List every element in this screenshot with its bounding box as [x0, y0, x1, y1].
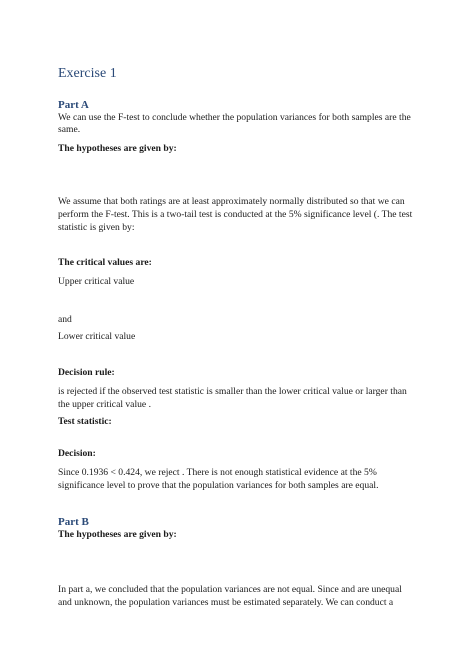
- and-text: and: [58, 314, 72, 325]
- decision-line-2: significance level to prove that the population variances for both samples are equal.: [58, 480, 379, 491]
- part-a-intro-line-2: same.: [58, 124, 81, 135]
- lower-critical-value: Lower critical value: [58, 331, 136, 342]
- part-a-assume-line-2: perform the F-test. This is a two-tail test is conducted at the 5% significance level (. The test: [58, 209, 413, 220]
- part-b-hypotheses-label: The hypotheses are given by:: [58, 529, 177, 540]
- part-b-para-line-2: and unknown, the population variances must be estimated separately. We can conduct a: [58, 597, 394, 608]
- part-a-intro-line-1: We can use the F-test to conclude whether the population variances for both samples are the: [58, 112, 411, 123]
- part-b-para-line-1: In part a, we concluded that the population variances are not equal. Since and are unequal: [58, 584, 402, 595]
- decision-line-1: Since 0.1936 < 0.424, we reject . There is not enough statistical evidence at the 5%: [58, 467, 377, 478]
- decision-label: Decision:: [58, 448, 96, 459]
- part-a-assume-line-3: statistic is given by:: [58, 222, 135, 233]
- part-a-hypotheses-label: The hypotheses are given by:: [58, 143, 177, 154]
- exercise-title: Exercise 1: [58, 66, 117, 81]
- decision-rule-line-1: is rejected if the observed test statistic is smaller than the lower critical value or larger than: [58, 386, 407, 397]
- upper-critical-value: Upper critical value: [58, 276, 135, 287]
- part-a-heading: Part A: [58, 99, 89, 111]
- decision-rule-label: Decision rule:: [58, 367, 115, 378]
- critical-values-label: The critical values are:: [58, 257, 152, 268]
- part-b-heading: Part B: [58, 516, 89, 528]
- test-statistic-label: Test statistic:: [58, 416, 112, 427]
- decision-rule-line-2: the upper critical value .: [58, 399, 151, 410]
- part-a-assume-line-1: We assume that both ratings are at least approximately normally distributed so that we can: [58, 196, 405, 207]
